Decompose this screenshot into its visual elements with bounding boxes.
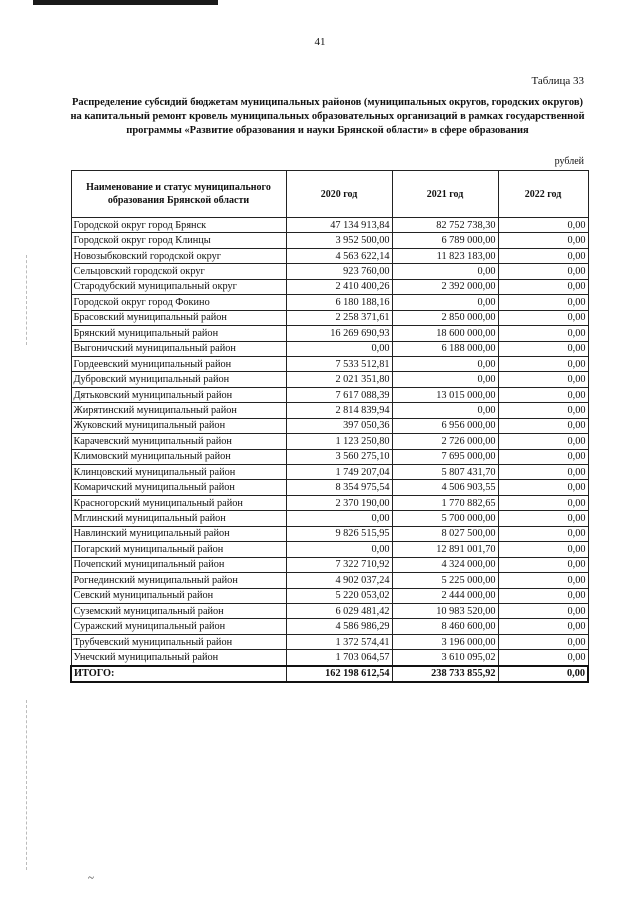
- total-label: ИТОГО:: [71, 666, 286, 682]
- municipality-name-cell: Красногорский муниципальный район: [71, 495, 286, 510]
- value-2020-cell: 0,00: [286, 341, 392, 356]
- municipality-name-cell: Навлинский муниципальный район: [71, 526, 286, 541]
- value-2021-cell: 1 770 882,65: [392, 495, 498, 510]
- document-title: Распределение субсидий бюджетам муниципальных районов (муниципальных округов, городских округов) на капитальный ремонт кровель муниципальных образовательных организаций в рамках государственной программы «Развитие образования и науки Брянской области» в сфере образования: [70, 97, 585, 136]
- scan-margin-marks: [26, 255, 28, 345]
- value-2022-cell: 0,00: [498, 233, 588, 248]
- column-header-2022: 2022 год: [498, 171, 588, 218]
- value-2021-cell: 0,00: [392, 356, 498, 371]
- value-2021-cell: 2 444 000,00: [392, 588, 498, 603]
- municipality-name-cell: Сельцовский городской округ: [71, 264, 286, 279]
- value-2021-cell: 2 726 000,00: [392, 434, 498, 449]
- municipality-name-cell: Мглинский муниципальный район: [71, 511, 286, 526]
- value-2022-cell: 0,00: [498, 573, 588, 588]
- table-row: [71, 449, 588, 464]
- value-2021-cell: 3 610 095,02: [392, 650, 498, 666]
- value-2022-cell: 0,00: [498, 557, 588, 572]
- table-row: [71, 356, 588, 371]
- municipality-name-cell: Дятьковский муниципальный район: [71, 387, 286, 402]
- value-2022-cell: 0,00: [498, 372, 588, 387]
- table-row: [71, 264, 588, 279]
- table-row: [71, 588, 588, 603]
- municipality-name-cell: Рогнединский муниципальный район: [71, 573, 286, 588]
- column-header-2021: 2021 год: [392, 171, 498, 218]
- value-2022-cell: 0,00: [498, 279, 588, 294]
- municipality-name-cell: Городской округ город Брянск: [71, 218, 286, 233]
- value-2022-cell: 0,00: [498, 248, 588, 263]
- municipality-name-cell: Гордеевский муниципальный район: [71, 356, 286, 371]
- municipality-name-cell: Карачевский муниципальный район: [71, 434, 286, 449]
- value-2022-cell: 0,00: [498, 480, 588, 495]
- value-2022-cell: 0,00: [498, 650, 588, 666]
- value-2022-cell: 0,00: [498, 619, 588, 634]
- table-row: [71, 573, 588, 588]
- table-row: [71, 603, 588, 618]
- scan-margin-marks: [26, 700, 28, 870]
- value-2022-cell: 0,00: [498, 511, 588, 526]
- total-2022: 0,00: [498, 666, 588, 682]
- value-2021-cell: 2 850 000,00: [392, 310, 498, 325]
- table-row: [71, 480, 588, 495]
- value-2022-cell: 0,00: [498, 588, 588, 603]
- column-header-name: Наименование и статус муниципального образования Брянской области: [71, 171, 286, 218]
- table-row: [71, 542, 588, 557]
- municipality-name-cell: Севский муниципальный район: [71, 588, 286, 603]
- municipality-name-cell: Жуковский муниципальный район: [71, 418, 286, 433]
- municipality-name-cell: Городской округ город Клинцы: [71, 233, 286, 248]
- value-2021-cell: 4 324 000,00: [392, 557, 498, 572]
- value-2022-cell: 0,00: [498, 526, 588, 541]
- value-2020-cell: 4 902 037,24: [286, 573, 392, 588]
- value-2020-cell: 4 586 986,29: [286, 619, 392, 634]
- value-2021-cell: 0,00: [392, 372, 498, 387]
- units-label: рублей: [554, 156, 584, 167]
- table-row: [71, 341, 588, 356]
- value-2022-cell: 0,00: [498, 387, 588, 402]
- table-row: [71, 619, 588, 634]
- municipality-name-cell: Погарский муниципальный район: [71, 542, 286, 557]
- value-2021-cell: 6 956 000,00: [392, 418, 498, 433]
- value-2021-cell: 7 695 000,00: [392, 449, 498, 464]
- value-2022-cell: 0,00: [498, 495, 588, 510]
- top-rule: [33, 0, 218, 5]
- value-2020-cell: 4 563 622,14: [286, 248, 392, 263]
- municipality-name-cell: Брасовский муниципальный район: [71, 310, 286, 325]
- table-row: [71, 248, 588, 263]
- value-2021-cell: 5 225 000,00: [392, 573, 498, 588]
- table-row: [71, 526, 588, 541]
- value-2021-cell: 6 789 000,00: [392, 233, 498, 248]
- value-2020-cell: 47 134 913,84: [286, 218, 392, 233]
- value-2020-cell: 6 029 481,42: [286, 603, 392, 618]
- municipality-name-cell: Почепский муниципальный район: [71, 557, 286, 572]
- value-2022-cell: 0,00: [498, 403, 588, 418]
- value-2022-cell: 0,00: [498, 634, 588, 649]
- table-row: [71, 495, 588, 510]
- municipality-name-cell: Новозыбковский городской округ: [71, 248, 286, 263]
- table-row: [71, 387, 588, 402]
- value-2021-cell: 3 196 000,00: [392, 634, 498, 649]
- municipality-name-cell: Клинцовский муниципальный район: [71, 465, 286, 480]
- total-2021: 238 733 855,92: [392, 666, 498, 682]
- value-2022-cell: 0,00: [498, 434, 588, 449]
- municipality-name-cell: Суражский муниципальный район: [71, 619, 286, 634]
- total-2020: 162 198 612,54: [286, 666, 392, 682]
- value-2021-cell: 0,00: [392, 295, 498, 310]
- value-2020-cell: 1 703 064,57: [286, 650, 392, 666]
- table-header-row: [71, 171, 588, 218]
- page-number: 41: [314, 36, 326, 48]
- value-2020-cell: 0,00: [286, 542, 392, 557]
- value-2021-cell: 18 600 000,00: [392, 326, 498, 341]
- value-2020-cell: 0,00: [286, 511, 392, 526]
- municipality-name-cell: Городской округ город Фокино: [71, 295, 286, 310]
- municipality-name-cell: Выгоничский муниципальный район: [71, 341, 286, 356]
- value-2020-cell: 2 410 400,26: [286, 279, 392, 294]
- value-2020-cell: 16 269 690,93: [286, 326, 392, 341]
- value-2021-cell: 12 891 001,70: [392, 542, 498, 557]
- value-2022-cell: 0,00: [498, 218, 588, 233]
- value-2021-cell: 0,00: [392, 403, 498, 418]
- table-body: [71, 218, 588, 666]
- footer-mark: ~: [88, 872, 94, 884]
- municipality-name-cell: Суземский муниципальный район: [71, 603, 286, 618]
- value-2022-cell: 0,00: [498, 295, 588, 310]
- value-2020-cell: 3 952 500,00: [286, 233, 392, 248]
- value-2021-cell: 4 506 903,55: [392, 480, 498, 495]
- value-2020-cell: 2 021 351,80: [286, 372, 392, 387]
- value-2021-cell: 10 983 520,00: [392, 603, 498, 618]
- value-2020-cell: 1 123 250,80: [286, 434, 392, 449]
- value-2020-cell: 923 760,00: [286, 264, 392, 279]
- table-row: [71, 279, 588, 294]
- value-2020-cell: 1 372 574,41: [286, 634, 392, 649]
- table-row: [71, 372, 588, 387]
- value-2020-cell: 7 617 088,39: [286, 387, 392, 402]
- value-2021-cell: 2 392 000,00: [392, 279, 498, 294]
- table-label: Таблица 33: [531, 75, 584, 87]
- table-row: [71, 557, 588, 572]
- municipality-name-cell: Стародубский муниципальный округ: [71, 279, 286, 294]
- value-2021-cell: 11 823 183,00: [392, 248, 498, 263]
- value-2020-cell: 7 322 710,92: [286, 557, 392, 572]
- value-2022-cell: 0,00: [498, 310, 588, 325]
- table-row: [71, 310, 588, 325]
- value-2022-cell: 0,00: [498, 341, 588, 356]
- value-2021-cell: 13 015 000,00: [392, 387, 498, 402]
- value-2021-cell: 5 807 431,70: [392, 465, 498, 480]
- municipality-name-cell: Брянский муниципальный район: [71, 326, 286, 341]
- table-row: [71, 634, 588, 649]
- table-row: [71, 465, 588, 480]
- value-2021-cell: 0,00: [392, 264, 498, 279]
- value-2020-cell: 2 814 839,94: [286, 403, 392, 418]
- municipality-name-cell: Климовский муниципальный район: [71, 449, 286, 464]
- table-row: [71, 418, 588, 433]
- municipality-name-cell: Дубровский муниципальный район: [71, 372, 286, 387]
- value-2022-cell: 0,00: [498, 465, 588, 480]
- table-row: [71, 218, 588, 233]
- value-2020-cell: 7 533 512,81: [286, 356, 392, 371]
- table-row: [71, 403, 588, 418]
- value-2021-cell: 82 752 738,30: [392, 218, 498, 233]
- subsidies-table: [70, 170, 589, 683]
- total-row: [71, 666, 588, 682]
- table-row: [71, 233, 588, 248]
- municipality-name-cell: Трубчевский муниципальный район: [71, 634, 286, 649]
- value-2020-cell: 3 560 275,10: [286, 449, 392, 464]
- value-2021-cell: 8 027 500,00: [392, 526, 498, 541]
- value-2020-cell: 8 354 975,54: [286, 480, 392, 495]
- column-header-2020: 2020 год: [286, 171, 392, 218]
- value-2022-cell: 0,00: [498, 449, 588, 464]
- municipality-name-cell: Жирятинский муниципальный район: [71, 403, 286, 418]
- table-row: [71, 295, 588, 310]
- value-2020-cell: 2 370 190,00: [286, 495, 392, 510]
- table-row: [71, 434, 588, 449]
- value-2021-cell: 5 700 000,00: [392, 511, 498, 526]
- municipality-name-cell: Комаричский муниципальный район: [71, 480, 286, 495]
- value-2020-cell: 5 220 053,02: [286, 588, 392, 603]
- value-2021-cell: 6 188 000,00: [392, 341, 498, 356]
- value-2020-cell: 9 826 515,95: [286, 526, 392, 541]
- municipality-name-cell: Унечский муниципальный район: [71, 650, 286, 666]
- table-row: [71, 326, 588, 341]
- value-2020-cell: 2 258 371,61: [286, 310, 392, 325]
- value-2022-cell: 0,00: [498, 603, 588, 618]
- value-2022-cell: 0,00: [498, 418, 588, 433]
- value-2022-cell: 0,00: [498, 264, 588, 279]
- value-2020-cell: 1 749 207,04: [286, 465, 392, 480]
- value-2022-cell: 0,00: [498, 326, 588, 341]
- value-2022-cell: 0,00: [498, 356, 588, 371]
- table-row: [71, 511, 588, 526]
- value-2020-cell: 397 050,36: [286, 418, 392, 433]
- value-2021-cell: 8 460 600,00: [392, 619, 498, 634]
- table-row: [71, 650, 588, 666]
- value-2020-cell: 6 180 188,16: [286, 295, 392, 310]
- value-2022-cell: 0,00: [498, 542, 588, 557]
